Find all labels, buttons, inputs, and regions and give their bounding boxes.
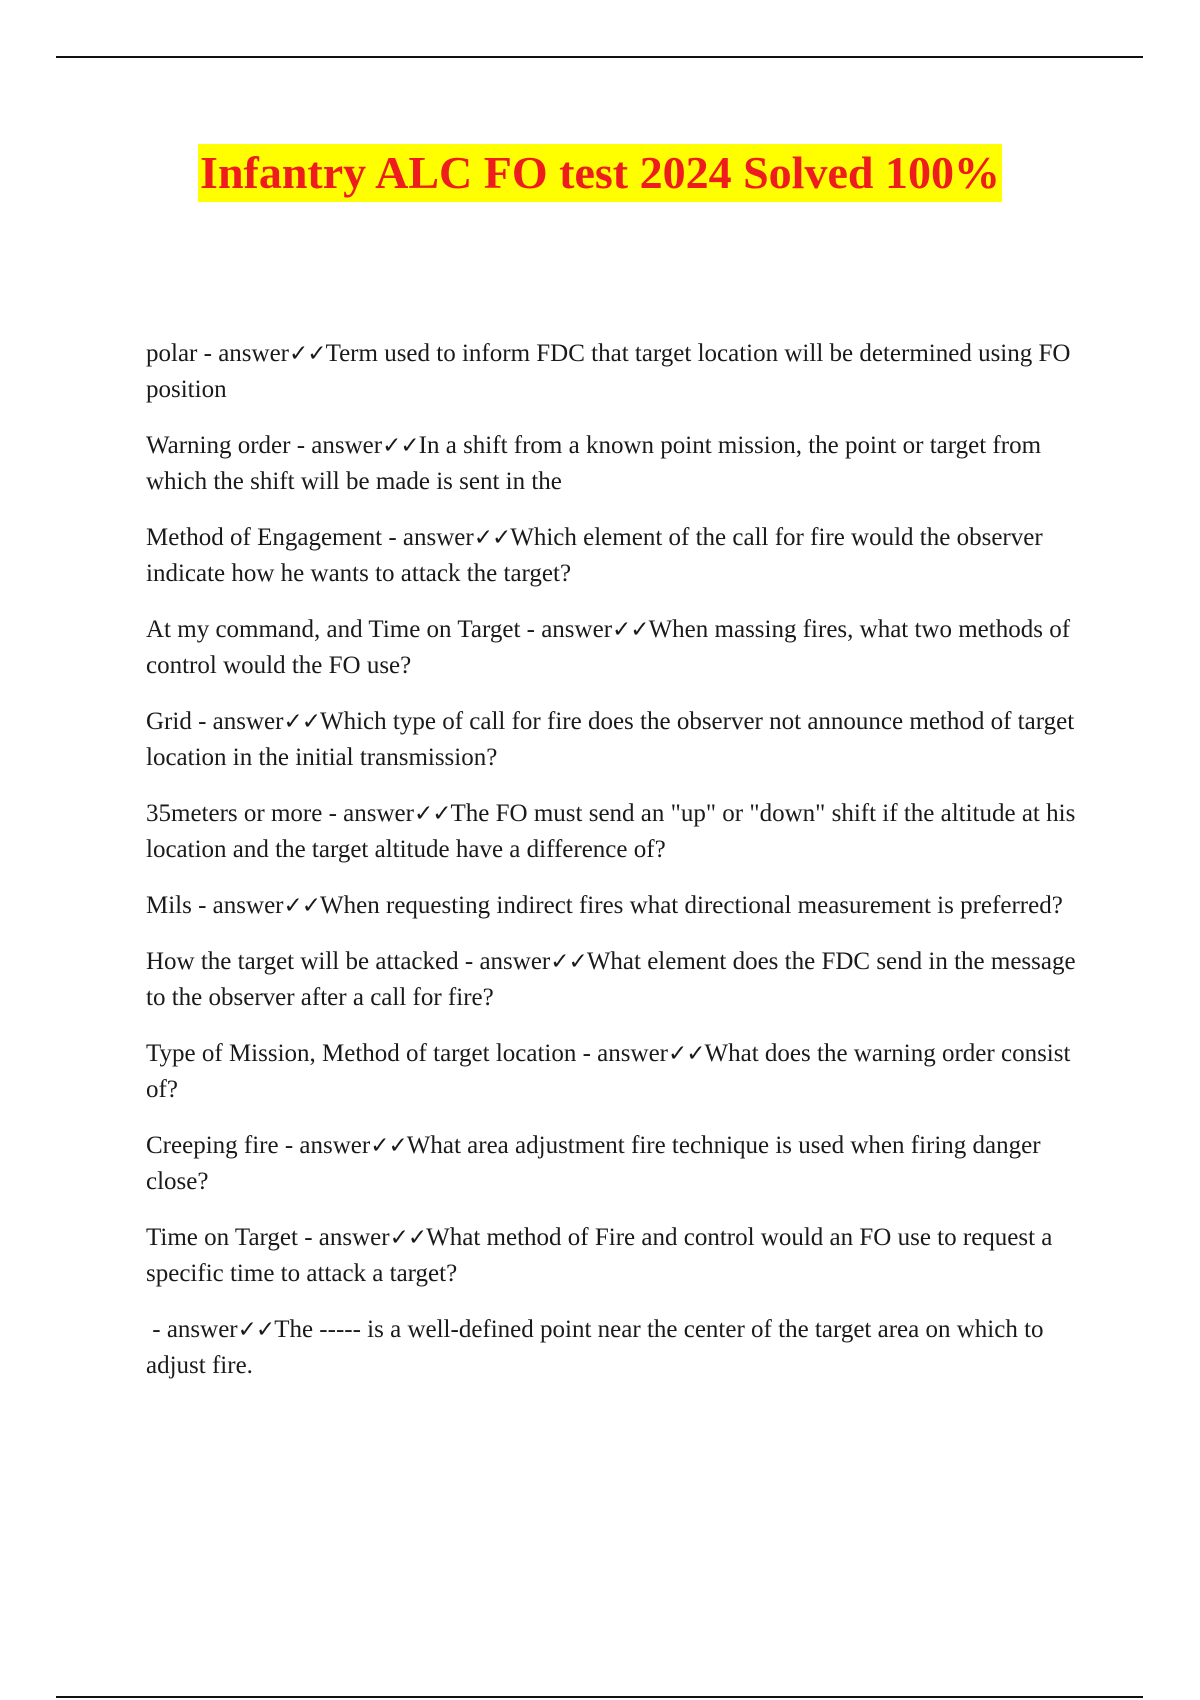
bottom-rule bbox=[56, 1696, 1143, 1698]
qa-separator: - answer bbox=[197, 340, 290, 367]
qa-list bbox=[146, 336, 1096, 1404]
qa-separator: - answer bbox=[520, 616, 613, 643]
qa-definition: What area adjustment fire technique is used when firing danger close? bbox=[146, 1132, 1047, 1195]
qa-definition: Which element of the call for fire would the observer indicate how he wants to attack the target? bbox=[146, 524, 1049, 587]
qa-definition: The FO must send an "up" or "down" shift if the altitude at his location and the target altitude have a difference of? bbox=[146, 800, 1082, 863]
title-area bbox=[0, 144, 1200, 202]
qa-term: Mils bbox=[146, 892, 192, 919]
qa-separator: - answer bbox=[458, 948, 551, 975]
double-check-icon: ✓✓ bbox=[413, 801, 451, 827]
qa-term: Warning order bbox=[146, 432, 291, 459]
double-check-icon: ✓✓ bbox=[283, 893, 321, 919]
qa-definition: What method of Fire and control would an FO use to request a specific time to attack a target? bbox=[146, 1224, 1059, 1287]
qa-definition: Term used to inform FDC that target location will be determined using FO position bbox=[146, 340, 1077, 403]
qa-separator: - answer bbox=[290, 432, 383, 459]
qa-definition: When requesting indirect fires what directional measurement is preferred? bbox=[320, 892, 1063, 919]
qa-item bbox=[146, 796, 1096, 868]
qa-item bbox=[146, 336, 1096, 408]
qa-term: Creeping fire bbox=[146, 1132, 279, 1159]
qa-separator: - answer bbox=[278, 1132, 371, 1159]
qa-item bbox=[146, 612, 1096, 684]
document-title: Infantry ALC FO test 2024 Solved 100% bbox=[198, 144, 1002, 202]
qa-item bbox=[146, 428, 1096, 500]
qa-term: Time on Target bbox=[146, 1224, 298, 1251]
qa-term: Type of Mission, Method of target location bbox=[146, 1040, 577, 1067]
double-check-icon: ✓✓ bbox=[289, 341, 326, 367]
qa-item bbox=[146, 704, 1096, 776]
qa-term: At my command, and Time on Target bbox=[146, 616, 521, 643]
qa-separator: - answer bbox=[191, 892, 284, 919]
double-check-icon: ✓✓ bbox=[237, 1317, 275, 1343]
qa-separator: - answer bbox=[191, 708, 284, 735]
qa-item bbox=[146, 1220, 1096, 1292]
qa-term: How the target will be attacked bbox=[146, 948, 459, 975]
double-check-icon: ✓✓ bbox=[550, 949, 587, 975]
double-check-icon: ✓✓ bbox=[370, 1133, 407, 1159]
qa-separator: - answer bbox=[146, 1316, 238, 1343]
double-check-icon: ✓✓ bbox=[612, 617, 649, 643]
qa-item bbox=[146, 1312, 1096, 1384]
qa-separator: - answer bbox=[297, 1224, 390, 1251]
qa-definition: What does the warning order consist of? bbox=[146, 1040, 1077, 1103]
double-check-icon: ✓✓ bbox=[389, 1225, 427, 1251]
qa-definition: In a shift from a known point mission, the point or target from which the shift will be made is sent in the bbox=[146, 432, 1048, 495]
double-check-icon: ✓✓ bbox=[283, 709, 321, 735]
qa-item bbox=[146, 1036, 1096, 1108]
qa-definition: The ----- is a well-defined point near the center of the target area on which to adjust fire. bbox=[146, 1316, 1050, 1379]
qa-definition: Which type of call for fire does the observer not announce method of target location in the initial transmission? bbox=[146, 708, 1081, 771]
qa-separator: - answer bbox=[382, 524, 474, 551]
qa-term: 35meters or more bbox=[146, 800, 323, 827]
top-rule bbox=[56, 56, 1143, 58]
qa-definition: When massing fires, what two methods of control would the FO use? bbox=[146, 616, 1077, 679]
qa-definition: What element does the FDC send in the message to the observer after a call for fire? bbox=[146, 948, 1082, 1011]
qa-term: Method of Engagement bbox=[146, 524, 383, 551]
qa-separator: - answer bbox=[322, 800, 414, 827]
qa-term: Grid bbox=[146, 708, 192, 735]
qa-item bbox=[146, 520, 1096, 592]
qa-separator: - answer bbox=[576, 1040, 668, 1067]
qa-item bbox=[146, 1128, 1096, 1200]
qa-item bbox=[146, 888, 1096, 924]
qa-term: polar bbox=[146, 340, 198, 367]
double-check-icon: ✓✓ bbox=[473, 525, 511, 551]
qa-item bbox=[146, 944, 1096, 1016]
double-check-icon: ✓✓ bbox=[382, 433, 419, 459]
double-check-icon: ✓✓ bbox=[668, 1041, 705, 1067]
